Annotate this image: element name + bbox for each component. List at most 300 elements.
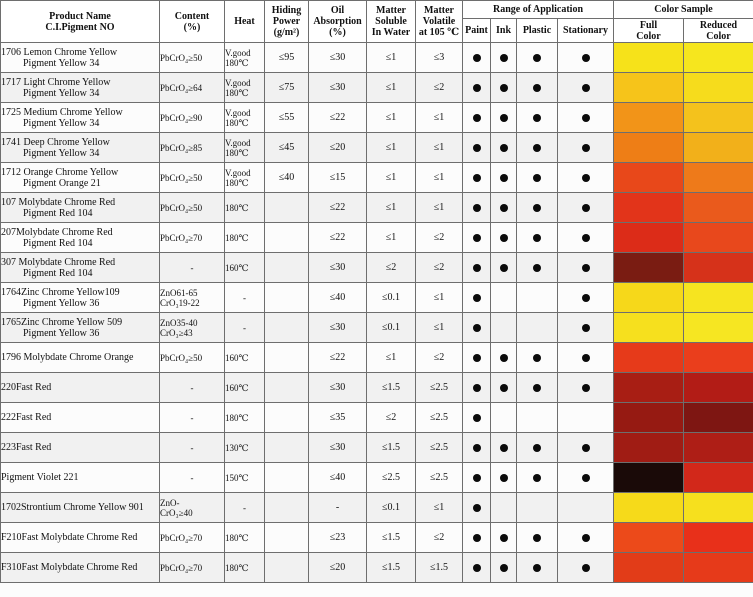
cell-text: ≤1 [433, 322, 445, 333]
cell-text: PbCrO₄≥70 [160, 562, 203, 573]
applicable-dot-icon [582, 564, 590, 572]
paint-cell [463, 43, 491, 73]
full-color-cell [614, 223, 684, 253]
cell-text: 1706 Lemon Chrome Yellow [1, 46, 118, 58]
table-row [1, 553, 753, 583]
plastic-cell [517, 463, 558, 493]
matter-soluble-cell [367, 73, 416, 103]
cell-text: ≤55 [278, 112, 295, 123]
stationary-cell [558, 73, 614, 103]
cell-text: ≤2 [433, 262, 445, 273]
applicable-dot-icon [473, 234, 481, 242]
cell-text: Pigment Orange 21 [23, 177, 101, 189]
stationary-cell [558, 343, 614, 373]
applicable-dot-icon [533, 144, 541, 152]
table-row [1, 283, 753, 313]
reduced-color-cell [684, 223, 753, 253]
reduced-color-cell [684, 523, 753, 553]
cell-text: 180℃ [225, 232, 249, 243]
cell-text: 107 Molybdate Chrome Red [1, 196, 116, 208]
matter-volatile-cell [416, 343, 463, 373]
matter-soluble-cell [367, 493, 416, 523]
applicable-dot-icon [582, 84, 590, 92]
matter-volatile-cell [416, 253, 463, 283]
plastic-cell [517, 493, 558, 523]
product-name-cell [1, 43, 160, 73]
ink-cell [491, 463, 517, 493]
cell-text: ≤23 [329, 532, 346, 543]
applicable-dot-icon [582, 54, 590, 62]
cell-text: - [243, 292, 246, 303]
cell-text: ≤0.1 [382, 292, 400, 303]
content-cell [160, 523, 225, 553]
oil-absorption-cell [309, 283, 367, 313]
applicable-dot-icon [582, 174, 590, 182]
content-cell [160, 103, 225, 133]
applicable-dot-icon [500, 444, 508, 452]
content-cell [160, 463, 225, 493]
cell-text: 180℃ [225, 532, 249, 543]
cell-text: 1702Strontium Chrome Yellow 901 [1, 502, 144, 513]
hiding-power-cell [265, 313, 309, 343]
paint-cell [463, 553, 491, 583]
cell-text: ZnO61-65 [160, 287, 198, 298]
full-color-swatch [614, 223, 683, 252]
cell-text: 180℃ [225, 87, 249, 98]
cell-text: 223Fast Red [1, 442, 52, 453]
applicable-dot-icon [582, 264, 590, 272]
cell-text: ≤2 [385, 412, 397, 423]
cell-text: ≤2.5 [430, 472, 448, 483]
cell-text: ≤2.5 [430, 442, 448, 453]
stationary-cell [558, 163, 614, 193]
ink-cell [491, 283, 517, 313]
applicable-dot-icon [582, 294, 590, 302]
reduced-color-swatch [684, 43, 753, 72]
cell-text: Pigment Yellow 34 [23, 147, 100, 159]
cell-text: PbCrO₄≥70 [160, 532, 203, 543]
product-name-cell [1, 313, 160, 343]
matter-soluble-cell [367, 403, 416, 433]
heat-cell [225, 73, 265, 103]
table-header [1, 1, 753, 43]
stationary-cell [558, 463, 614, 493]
header-full-color: Full Color [614, 19, 684, 43]
ink-cell [491, 343, 517, 373]
plastic-cell [517, 43, 558, 73]
cell-text: ≤1 [433, 142, 445, 153]
full-color-swatch [614, 553, 683, 582]
oil-absorption-cell [309, 133, 367, 163]
hiding-power-cell [265, 433, 309, 463]
cell-text: ≤2.5 [382, 472, 400, 483]
content-cell [160, 433, 225, 463]
oil-absorption-cell [309, 43, 367, 73]
table-row [1, 403, 753, 433]
applicable-dot-icon [473, 204, 481, 212]
plastic-cell [517, 553, 558, 583]
stationary-cell [558, 133, 614, 163]
heat-cell [225, 253, 265, 283]
header-stationary: Stationary [558, 19, 614, 43]
cell-text: PbCrO₄≥85 [160, 142, 203, 153]
matter-soluble-cell [367, 43, 416, 73]
hiding-power-cell [265, 343, 309, 373]
reduced-color-swatch [684, 343, 753, 372]
matter-soluble-cell [367, 163, 416, 193]
reduced-color-swatch [684, 373, 753, 402]
hiding-power-cell [265, 73, 309, 103]
cell-text: ≤1 [385, 232, 397, 243]
cell-text: ≤40 [278, 172, 295, 183]
hiding-power-cell [265, 523, 309, 553]
plastic-cell [517, 283, 558, 313]
plastic-cell [517, 193, 558, 223]
applicable-dot-icon [582, 204, 590, 212]
hiding-power-cell [265, 193, 309, 223]
full-color-swatch [614, 103, 683, 132]
reduced-color-cell [684, 313, 753, 343]
cell-text: ≤2 [385, 262, 397, 273]
ink-cell [491, 523, 517, 553]
stationary-cell [558, 373, 614, 403]
ink-cell [491, 313, 517, 343]
header-reduced-color: Reduced Color [684, 19, 753, 43]
full-color-cell [614, 493, 684, 523]
stationary-cell [558, 313, 614, 343]
applicable-dot-icon [473, 324, 481, 332]
cell-text: ≤30 [329, 82, 346, 93]
cell-text: ≤1.5 [430, 562, 448, 573]
table-row [1, 193, 753, 223]
reduced-color-swatch [684, 103, 753, 132]
content-cell [160, 43, 225, 73]
content-cell [160, 343, 225, 373]
full-color-swatch [614, 253, 683, 282]
heat-cell [225, 163, 265, 193]
applicable-dot-icon [500, 354, 508, 362]
cell-text: ≤95 [278, 52, 295, 63]
matter-soluble-cell [367, 343, 416, 373]
cell-text: CrO₃≥43 [160, 327, 193, 338]
applicable-dot-icon [473, 534, 481, 542]
oil-absorption-cell [309, 553, 367, 583]
oil-absorption-cell [309, 343, 367, 373]
oil-absorption-cell [309, 313, 367, 343]
applicable-dot-icon [533, 384, 541, 392]
full-color-swatch [614, 313, 683, 342]
cell-text: ZnO35-40 [160, 317, 198, 328]
heat-cell [225, 493, 265, 523]
cell-text: 180℃ [225, 412, 249, 423]
full-color-swatch [614, 73, 683, 102]
applicable-dot-icon [533, 354, 541, 362]
reduced-color-cell [684, 163, 753, 193]
applicable-dot-icon [473, 474, 481, 482]
matter-soluble-cell [367, 103, 416, 133]
product-name-cell [1, 343, 160, 373]
cell-text: ≤35 [329, 412, 346, 423]
matter-volatile-cell [416, 493, 463, 523]
cell-text: 1712 Orange Chrome Yellow [1, 166, 119, 178]
reduced-color-cell [684, 433, 753, 463]
full-color-swatch [614, 493, 683, 522]
reduced-color-cell [684, 253, 753, 283]
applicable-dot-icon [582, 384, 590, 392]
cell-text: ≤20 [329, 142, 346, 153]
full-color-swatch [614, 373, 683, 402]
cell-text: ≤1.5 [382, 532, 400, 543]
reduced-color-swatch [684, 73, 753, 102]
content-cell [160, 133, 225, 163]
reduced-color-swatch [684, 283, 753, 312]
heat-cell [225, 283, 265, 313]
applicable-dot-icon [533, 84, 541, 92]
plastic-cell [517, 373, 558, 403]
cell-text: ≤1 [433, 172, 445, 183]
cell-text: ≤3 [433, 52, 445, 63]
cell-text: 1796 Molybdate Chrome Orange [1, 352, 134, 363]
applicable-dot-icon [473, 294, 481, 302]
cell-text: 160℃ [225, 382, 249, 393]
cell-text: Pigment Red 104 [23, 267, 93, 279]
applicable-dot-icon [500, 534, 508, 542]
applicable-dot-icon [473, 174, 481, 182]
cell-text: Pigment Red 104 [23, 207, 93, 219]
header-range-of-application: Range of Application [463, 1, 614, 19]
paint-cell [463, 73, 491, 103]
oil-absorption-cell [309, 403, 367, 433]
paint-cell [463, 283, 491, 313]
applicable-dot-icon [582, 354, 590, 362]
header-plastic: Plastic [517, 19, 558, 43]
cell-text: F310Fast Molybdate Chrome Red [1, 562, 138, 573]
table-row [1, 343, 753, 373]
stationary-cell [558, 223, 614, 253]
cell-text: CrO₃19-22 [160, 297, 200, 308]
paint-cell [463, 523, 491, 553]
matter-soluble-cell [367, 463, 416, 493]
table-row [1, 373, 753, 403]
reduced-color-cell [684, 343, 753, 373]
applicable-dot-icon [533, 234, 541, 242]
cell-text: ≤30 [329, 382, 346, 393]
matter-soluble-cell [367, 433, 416, 463]
matter-soluble-cell [367, 553, 416, 583]
cell-text: V.good [225, 167, 251, 178]
cell-text: PbCrO₄≥50 [160, 52, 203, 63]
plastic-cell [517, 163, 558, 193]
cell-text: 180℃ [225, 147, 249, 158]
oil-absorption-cell [309, 223, 367, 253]
hiding-power-cell [265, 43, 309, 73]
cell-text: ≤2 [433, 232, 445, 243]
reduced-color-cell [684, 133, 753, 163]
applicable-dot-icon [533, 564, 541, 572]
heat-cell [225, 433, 265, 463]
matter-volatile-cell [416, 433, 463, 463]
product-name-cell [1, 193, 160, 223]
applicable-dot-icon [533, 444, 541, 452]
reduced-color-swatch [684, 523, 753, 552]
cell-text: PbCrO₄≥64 [160, 82, 203, 93]
table-row [1, 73, 753, 103]
heat-cell [225, 43, 265, 73]
paint-cell [463, 223, 491, 253]
matter-volatile-cell [416, 523, 463, 553]
paint-cell [463, 463, 491, 493]
stationary-cell [558, 523, 614, 553]
plastic-cell [517, 523, 558, 553]
oil-absorption-cell [309, 103, 367, 133]
oil-absorption-cell [309, 73, 367, 103]
full-color-swatch [614, 463, 683, 492]
oil-absorption-cell [309, 193, 367, 223]
full-color-cell [614, 73, 684, 103]
table-row [1, 103, 753, 133]
content-cell [160, 493, 225, 523]
applicable-dot-icon [533, 174, 541, 182]
ink-cell [491, 73, 517, 103]
full-color-swatch [614, 403, 683, 432]
cell-text: ≤22 [329, 352, 346, 363]
cell-text: ≤30 [329, 322, 346, 333]
full-color-swatch [614, 133, 683, 162]
cell-text: ≤1 [433, 502, 445, 513]
applicable-dot-icon [533, 534, 541, 542]
product-name-cell [1, 523, 160, 553]
table-row [1, 463, 753, 493]
plastic-cell [517, 403, 558, 433]
reduced-color-cell [684, 403, 753, 433]
reduced-color-cell [684, 493, 753, 523]
oil-absorption-cell [309, 433, 367, 463]
hiding-power-cell [265, 493, 309, 523]
cell-text: ≤30 [329, 52, 346, 63]
paint-cell [463, 163, 491, 193]
cell-text: 180℃ [225, 57, 249, 68]
plastic-cell [517, 133, 558, 163]
content-cell [160, 553, 225, 583]
cell-text: ≤1.5 [382, 442, 400, 453]
applicable-dot-icon [473, 564, 481, 572]
content-cell [160, 163, 225, 193]
applicable-dot-icon [473, 84, 481, 92]
applicable-dot-icon [500, 474, 508, 482]
reduced-color-cell [684, 43, 753, 73]
cell-text: PbCrO₄≥50 [160, 202, 203, 213]
cell-text: ≤1 [385, 112, 397, 123]
stationary-cell [558, 403, 614, 433]
applicable-dot-icon [582, 534, 590, 542]
ink-cell [491, 43, 517, 73]
product-name-cell [1, 283, 160, 313]
heat-cell [225, 103, 265, 133]
applicable-dot-icon [473, 354, 481, 362]
heat-cell [225, 313, 265, 343]
matter-soluble-cell [367, 313, 416, 343]
cell-text: ≤75 [278, 82, 295, 93]
paint-cell [463, 493, 491, 523]
cell-text: ≤2.5 [430, 382, 448, 393]
applicable-dot-icon [533, 474, 541, 482]
cell-text: V.good [225, 47, 251, 58]
cell-text: ≤1 [385, 52, 397, 63]
reduced-color-swatch [684, 493, 753, 522]
stationary-cell [558, 193, 614, 223]
cell-text: ≤1 [433, 202, 445, 213]
cell-text: ≤2 [433, 532, 445, 543]
reduced-color-cell [684, 283, 753, 313]
plastic-cell [517, 103, 558, 133]
cell-text: ≤1.5 [382, 382, 400, 393]
heat-cell [225, 523, 265, 553]
full-color-cell [614, 553, 684, 583]
stationary-cell [558, 553, 614, 583]
header-content: Content (%) [160, 1, 225, 43]
cell-text: V.good [225, 137, 251, 148]
cell-text: Pigment Yellow 34 [23, 57, 100, 69]
cell-text: - [335, 502, 340, 513]
reduced-color-cell [684, 463, 753, 493]
applicable-dot-icon [473, 114, 481, 122]
cell-text: CrO₃≥40 [160, 507, 193, 518]
reduced-color-cell [684, 553, 753, 583]
hiding-power-cell [265, 463, 309, 493]
matter-soluble-cell [367, 283, 416, 313]
ink-cell [491, 403, 517, 433]
table-body [1, 43, 753, 583]
heat-cell [225, 373, 265, 403]
applicable-dot-icon [582, 444, 590, 452]
paint-cell [463, 403, 491, 433]
oil-absorption-cell [309, 463, 367, 493]
header-hiding-power: Hiding Power (g/m²) [265, 1, 309, 43]
product-name-cell [1, 373, 160, 403]
cell-text: 1764Zinc Chrome Yellow109 [1, 286, 120, 298]
product-name-cell [1, 103, 160, 133]
content-cell [160, 73, 225, 103]
matter-volatile-cell [416, 193, 463, 223]
matter-volatile-cell [416, 133, 463, 163]
paint-cell [463, 343, 491, 373]
applicable-dot-icon [500, 114, 508, 122]
stationary-cell [558, 433, 614, 463]
ink-cell [491, 253, 517, 283]
hiding-power-cell [265, 373, 309, 403]
cell-text: ≤2 [433, 352, 445, 363]
matter-volatile-cell [416, 403, 463, 433]
paint-cell [463, 193, 491, 223]
full-color-cell [614, 43, 684, 73]
content-cell [160, 223, 225, 253]
stationary-cell [558, 253, 614, 283]
table-row [1, 313, 753, 343]
hiding-power-cell [265, 553, 309, 583]
matter-soluble-cell [367, 193, 416, 223]
applicable-dot-icon [582, 474, 590, 482]
header-color-sample: Color Sample [614, 1, 753, 19]
reduced-color-swatch [684, 553, 753, 582]
stationary-cell [558, 43, 614, 73]
paint-cell [463, 103, 491, 133]
reduced-color-swatch [684, 223, 753, 252]
applicable-dot-icon [473, 444, 481, 452]
cell-text: ≤1 [385, 82, 397, 93]
reduced-color-cell [684, 373, 753, 403]
product-name-cell [1, 403, 160, 433]
cell-text: 180℃ [225, 202, 249, 213]
